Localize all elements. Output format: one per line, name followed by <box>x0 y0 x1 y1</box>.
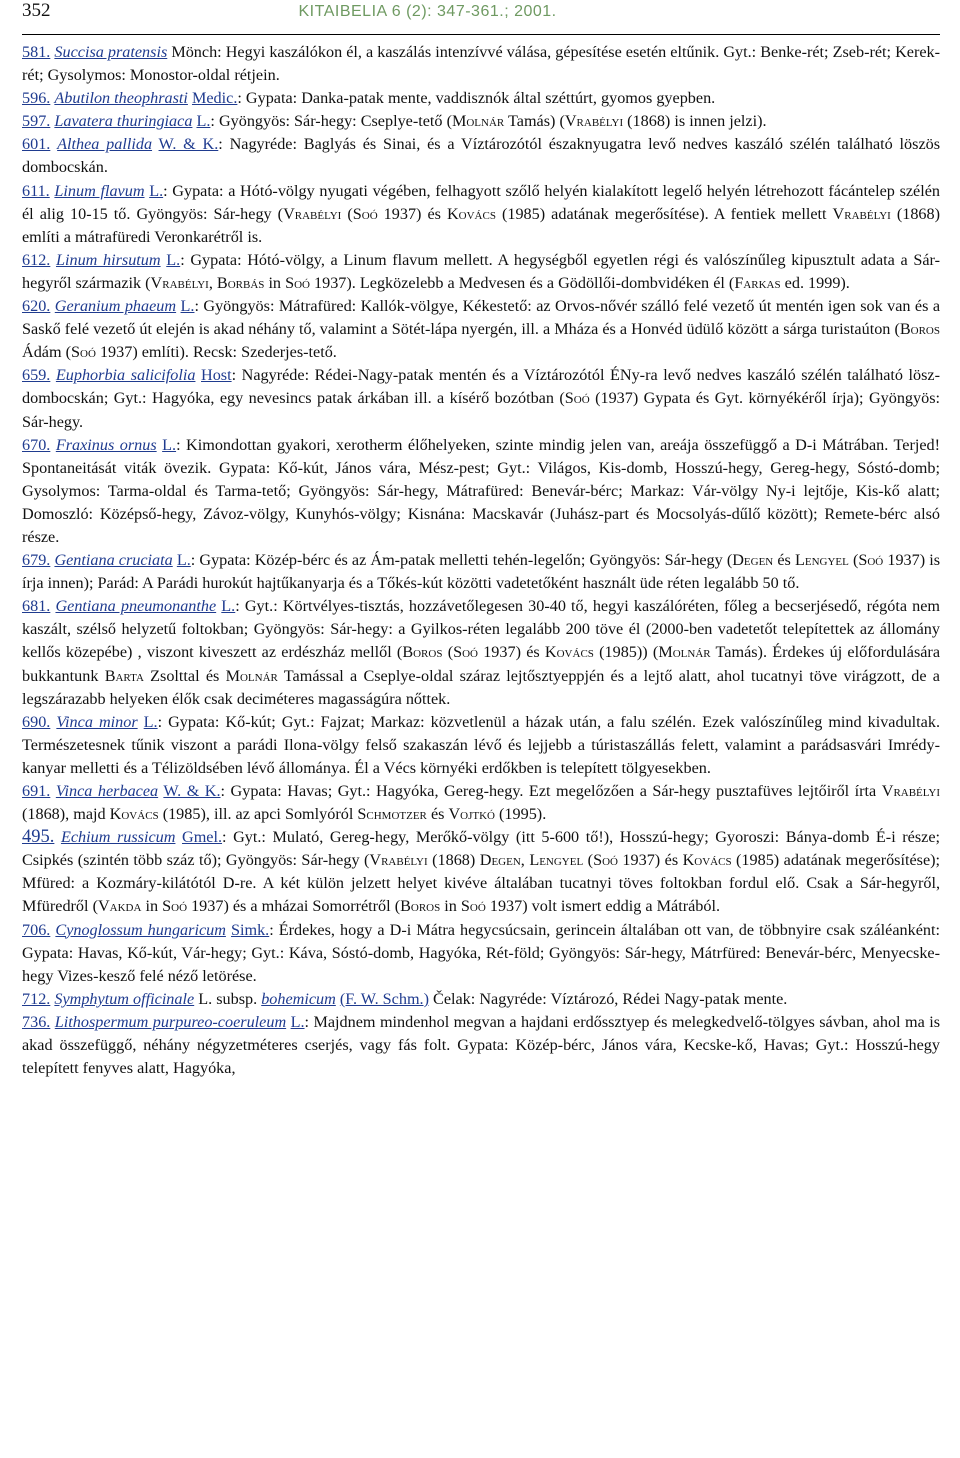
cited-author: Soó <box>352 204 378 223</box>
species-author: (F. W. Schm.) <box>339 989 429 1008</box>
entry-text: Mönch: Hegyi kaszálókon él, a kaszálás intenzívvé válása, gépesítése esetén eltűnik. Gyt.: Benke-rét; Zseb-rét; Kerek-rét; Gysolymos: Monostor-oldal rétjein. <box>22 43 941 85</box>
species-number: 690. <box>22 712 51 731</box>
cited-author: Molnár <box>451 112 505 131</box>
species-name: Linum hirsutum <box>55 250 161 269</box>
cited-author: Degen <box>732 551 774 570</box>
species-list <box>22 41 940 1080</box>
entry-text: 1937) és <box>377 204 447 223</box>
species-author: Medic. <box>191 89 238 108</box>
entry-text: Zsolttal és <box>143 666 226 685</box>
entry-text: ( <box>583 851 594 870</box>
cited-author: Kovács <box>544 643 594 662</box>
cited-author: Vrabélyi <box>564 112 624 131</box>
species-number: 736. <box>22 1012 51 1031</box>
entry-text: Tamás) ( <box>504 112 565 131</box>
journal-reference: KITAIBELIA 6 (2): 347-361.; 2001. <box>298 3 557 20</box>
species-author: L. <box>221 597 236 616</box>
species-entry <box>22 711 940 780</box>
cited-author: Farkas <box>734 273 781 292</box>
entry-text: ed. 1999). <box>780 273 850 292</box>
cited-author: Barta <box>104 666 144 685</box>
cited-author: Soó <box>453 643 478 662</box>
cited-author: Molnár <box>658 643 711 662</box>
species-number: 581. <box>22 43 51 61</box>
entry-text: (1868), majd <box>22 805 110 824</box>
entry-text: ( <box>341 204 353 223</box>
cited-author: Lengyel <box>794 551 849 570</box>
species-name: Geranium phaeum <box>54 297 177 316</box>
species-author: L. <box>180 297 195 316</box>
entry-text: 1937). Legközelebb a Medvesen és a Gödöllői-dombvidéken él ( <box>309 273 735 292</box>
species-entry <box>22 919 940 988</box>
entry-text: mellett. A hegységből egyetlen régi és valószínűleg kipusztult adata a Sár-hegyről származik ( <box>22 250 941 292</box>
entry-text: 1937) is írja innen); Parád: A Parádi hurokút hajtűkanyarja és a Tőkés-kút közötti vadetetőként használt üde réten legalább 50 tő. <box>22 551 941 593</box>
entry-text: (1985)) ( <box>593 643 659 662</box>
species-name: Linum flavum <box>54 181 145 200</box>
cited-author: Boros <box>402 643 443 662</box>
species-number: 659. <box>22 366 51 385</box>
species-name: Euphorbia salicifolia <box>55 366 196 385</box>
species-name: Gentiana cruciata <box>54 551 173 570</box>
cited-author: Soó <box>460 897 486 916</box>
species-name: Gentiana pneumonanthe <box>55 597 217 616</box>
species-author: W. & K. <box>158 135 219 154</box>
cited-author: Vrabélyi <box>283 204 342 223</box>
cited-author: Borbás <box>216 273 265 292</box>
page-number: 352 <box>22 0 51 21</box>
species-number: 601. <box>22 135 51 154</box>
species-author: W. & K. <box>163 782 221 800</box>
species-name: Althea pallida <box>57 135 153 154</box>
species-entry <box>22 364 940 433</box>
species-name: Cynoglossum hungaricum <box>55 920 226 939</box>
entry-text: (1868) említi a mátrafüredi Veronkarétről is. <box>22 204 940 246</box>
entry-text: és <box>426 805 449 824</box>
species-entry <box>22 549 940 595</box>
cited-author: Soó <box>162 897 188 916</box>
cited-author: Lengyel <box>529 851 584 870</box>
entry-text: : Gypata: a Hótó-völgy nyugati végében, felhagyott szőlő helyén kialakított legelő helyén létrehozott fácántelep szélén él alig 10-15 tő. Gyöngyös: Sár-hegy ( <box>22 181 941 223</box>
species-number: 706. <box>22 920 51 939</box>
entry-text: : Érdekes, hogy a D-i Mátra hegycsúcsain, gerincein általában ott van, de többnyire csak száléanként: Gypata: Havas, Kő-kút, Vár-hegy; Gyt.: Káva, Sóstó-domb, Hagyóka, Rét-föld; Gyöngyös: Sár-hegy, Mátrfüred: Benevár-bérc, Menyecske-hegy Vizes-kesző felé néző letörése. <box>22 920 941 985</box>
species-author: L. <box>196 112 211 131</box>
cited-author: Soó <box>71 343 96 362</box>
entry-text: Tamással a Cseplye-oldal száraz lejtősztyeppjén és a lejtő alatt, ahol tucatnyi töve virágzott, de a legszárazabb helyeken élők csak deciméteres magasságúra nőttek. <box>22 666 940 708</box>
cited-author: Vrabélyi <box>881 782 941 800</box>
entry-text: : Gyöngyös: Mátrafüred: Kallók-völgye, Kékestető: az Orvos-nővér szálló felé vezető út mentén igen sok van és a Saskő felé vezető út elején is akad néhány tő, valamint a Sötét-lápa nyergén, ill. a Mháza és a Honvéd üdülő között a sárga turistaúton ( <box>22 297 941 339</box>
species-number: 620. <box>22 297 51 316</box>
species-entry <box>22 87 940 110</box>
species-entry <box>22 988 940 1011</box>
cited-author: Kovács <box>109 805 159 824</box>
species-name: Echium russicum <box>60 828 176 847</box>
species-entry <box>22 249 940 295</box>
cited-author: Degen <box>479 851 521 870</box>
cited-author: Soó <box>858 551 884 570</box>
species-entry <box>22 1011 940 1080</box>
species-entry <box>22 133 940 179</box>
species-author: L. <box>143 712 158 731</box>
entry-text: és <box>773 551 795 570</box>
entry-text: in <box>264 273 286 292</box>
species-entry <box>22 180 940 249</box>
entry-text: 1937) volt ismert eddig a Mátrából. <box>485 897 721 916</box>
species-entry <box>22 434 940 549</box>
entry-text: 1937) említi). Recsk: Szederjes-tető. <box>95 343 337 362</box>
entry-text: : Gyt.: Mulató, Gereg-hegy, Merőkő-völgy (itt 5-600 tő!), Hosszú-hegy; Gyoroszi: Bánya-domb É-i része; Csipkés (szintén több száz tő); Gyöngyös: Sár-hegy ( <box>22 828 941 870</box>
entry-text: (1937) Gypata és Gyt. környékéről írja); Gyöngyös: Sár-hegy. <box>22 389 940 431</box>
entry-text: (1868) <box>427 851 480 870</box>
species-name: Lavatera thuringiaca <box>54 112 193 131</box>
species-entry <box>22 295 940 364</box>
species-name-inline: Linum flavum <box>343 250 439 269</box>
species-entry <box>22 595 940 710</box>
entry-text: : Nagyréde: Rédei-Nagy-patak mentén és a Víztározótól ÉNy-ra levő nedves kaszáló szélén található lösz-dombocskán; Gyt.: Hagyóka, egy nevesincs patak árkában ill. a kísérő bozótban ( <box>22 366 941 408</box>
entry-text: : Gypata: Közép-bérc és az Ám-patak melletti tehén-legelőn; Gyöngyös: Sár-hegy ( <box>190 551 733 570</box>
entry-text: : Nagyréde: Baglyás és Sinai, és a Víztározótól északnyugatra levő nedves kaszáló szélén található löszös dombocskán. <box>22 135 941 177</box>
species-number: 597. <box>22 112 51 131</box>
species-author: Simk. <box>230 920 270 939</box>
cited-author: Vrabélyi <box>832 204 891 223</box>
species-author: L. <box>290 1012 305 1031</box>
entry-text: : Gypata: Kő-kút; Gyt.: Fajzat; Markaz: közvetlenül a házak után, a falu szélén. Ezek valószínűleg mind kivadultak. Természetesnek tűnik viszont a parádi Ilona-völgy felső szakaszán lévő és lejjebb a túristaszállás felett, valamint a parádsasvári Imrédy-kanyar melletti és a Télizöldsében lévő állománya. Él a Vécs környéki erdőkben is telepített tölgyesekben. <box>22 712 941 777</box>
cited-author: Boros <box>899 320 940 339</box>
species-name: Lithospermum purpureo-coeruleum <box>54 1012 287 1031</box>
entry-text <box>54 828 61 846</box>
cited-author: Vojtkó <box>448 805 495 824</box>
entry-text: (1868) is innen jelzi). <box>623 112 767 131</box>
cited-author: Soó <box>593 851 618 870</box>
species-number: 495. <box>22 827 55 848</box>
entry-text: : Gyöngyös: Sár-hegy: Cseplye-tető ( <box>210 112 452 131</box>
species-number: 681. <box>22 597 51 616</box>
species-number: 670. <box>22 435 51 454</box>
entry-text: (1985) adatának megerősítése). A fentiek mellett <box>495 204 833 223</box>
species-number: 596. <box>22 89 51 108</box>
species-name: Symphytum officinale <box>54 989 195 1008</box>
species-number: 611. <box>22 181 50 200</box>
cited-author: Vrabélyi <box>369 851 428 870</box>
cited-author: Soó <box>564 389 590 408</box>
species-entry <box>22 780 940 826</box>
entry-text: in <box>141 897 163 916</box>
cited-author: Kovács <box>682 851 732 870</box>
entry-text: 1937) és <box>477 643 545 662</box>
entry-text: (1985), ill. az apci Somlyóról <box>158 805 358 824</box>
entry-text: ( <box>442 643 454 662</box>
cited-author: Soó <box>285 273 310 292</box>
entry-text: , <box>520 851 530 870</box>
species-number: 612. <box>22 250 51 269</box>
entry-text: : Gypata: Danka-patak mente, vaddisznók által széttúrt, gyomos gyepben. <box>237 89 716 108</box>
entry-text: , <box>208 273 217 292</box>
species-author: Host <box>201 366 232 385</box>
entry-text: Tamás). Érdekes új előfordulására bukkantunk <box>22 643 940 685</box>
entry-text: 1937) és <box>617 851 683 870</box>
entry-text: Ádám ( <box>22 343 71 362</box>
entry-text: L. subsp. <box>194 989 262 1008</box>
species-name: Abutilon theophrasti <box>54 89 188 108</box>
cited-author: Kovács <box>446 204 496 223</box>
page-header <box>22 0 940 35</box>
entry-text: in <box>440 897 461 916</box>
species-number: 691. <box>22 782 51 800</box>
species-entry <box>22 41 940 87</box>
species-author: L. <box>149 181 164 200</box>
cited-author: Molnár <box>225 666 278 685</box>
entry-text: : Gyt.: Körtvélyes-tisztás, hozzávetőlegesen 30-40 tő, hegyi kaszálóréten, főleg a becserjésedő, régóta nem kaszált, szélső helyzetű foltokban; Gyöngyös: Sár-hegy: a Gyilkos-réten legalább 200 töve él (2000-ben vadetetőt telepítettek az állomány kellős közepébe) , viszont kiveszett az erdészház mellől ( <box>22 597 941 662</box>
entry-text: (1995). <box>495 805 547 824</box>
species-name: Succisa pratensis <box>54 43 168 61</box>
species-entry <box>22 110 940 133</box>
species-author: Gmel. <box>182 828 223 847</box>
species-author: L. <box>162 435 177 454</box>
species-name: Vinca minor <box>56 712 138 731</box>
species-author: L. <box>166 250 181 269</box>
species-number: 712. <box>22 989 51 1008</box>
entry-text: : Gypata: Havas; Gyt.: Hagyóka, Gereg-hegy. Ezt megelőzően a Sár-hegy pusztafüves lejtőiről írta <box>220 782 882 800</box>
entry-text: 1937) és a mházai Somorrétről ( <box>187 897 401 916</box>
cited-author: Boros <box>400 897 441 916</box>
entry-text: : Gypata: Hótó-völgy, a <box>180 250 344 269</box>
entry-text: : Kimondottan gyakori, xerotherm élőhelyeken, szinte mindig jelen van, areája összefüggő a D-i Mátrában. Terjed! Spontaneitását viták övezik. Gypata: Kő-kút, János vára, Mész-pest; Gyt.: Világos, Kis-domb, Hosszú-hegy, Gereg-hegy, Sóstó-domb; Gysolymos: Tarma-oldal és Tarma-tető; Gyöngyös: Sár-hegy, Mátrafüred: Benevár-bérc; Markaz: Vár-völgy Ny-i lejtője, Kis-kő alatt; Domoszló: Középső-hegy, Závoz-völgy, Kunyhós-völgy; Kisnána: Macskavár (Juhász-part és Mocsolyás-dűlő között); Remete-bérc alsó része. <box>22 435 941 546</box>
cited-author: Schmotzer <box>357 805 427 824</box>
species-author: L. <box>176 551 191 570</box>
entry-text: Čelak: Nagyréde: Víztározó, Rédei Nagy-patak mente. <box>428 989 788 1008</box>
species-name: bohemicum <box>261 989 336 1008</box>
entry-text: (1985) adatának megerősítése); Mfüred: a Kozmáry-kilátótól D-re. A két külön jelzett helyet kivéve általában tucatnyi töves foltokban fordul elő. Csak a Sár-hegyről, Mfüredről ( <box>22 851 941 916</box>
cited-author: Vrabélyi <box>150 273 209 292</box>
species-name: Fraxinus ornus <box>55 435 157 454</box>
species-number: 679. <box>22 551 51 570</box>
cited-author: Vakda <box>97 897 142 916</box>
entry-text: : Majdnem mindenhol megvan a hajdani erdőssztyep és melegkedvelő-tölgyes sávban, ahol ma is akad összefüggő, néhány négyzetméteres cserjés, vagy fás folt. Gypata: Közép-bérc, János vára, Kecske-kő, Havas; Gyt.: Hosszú-hegy telepített fenyves alatt, Hagyóka, <box>22 1012 941 1078</box>
species-entry <box>22 826 940 918</box>
species-name: Vinca herbacea <box>55 782 159 800</box>
entry-text: ( <box>848 551 859 570</box>
